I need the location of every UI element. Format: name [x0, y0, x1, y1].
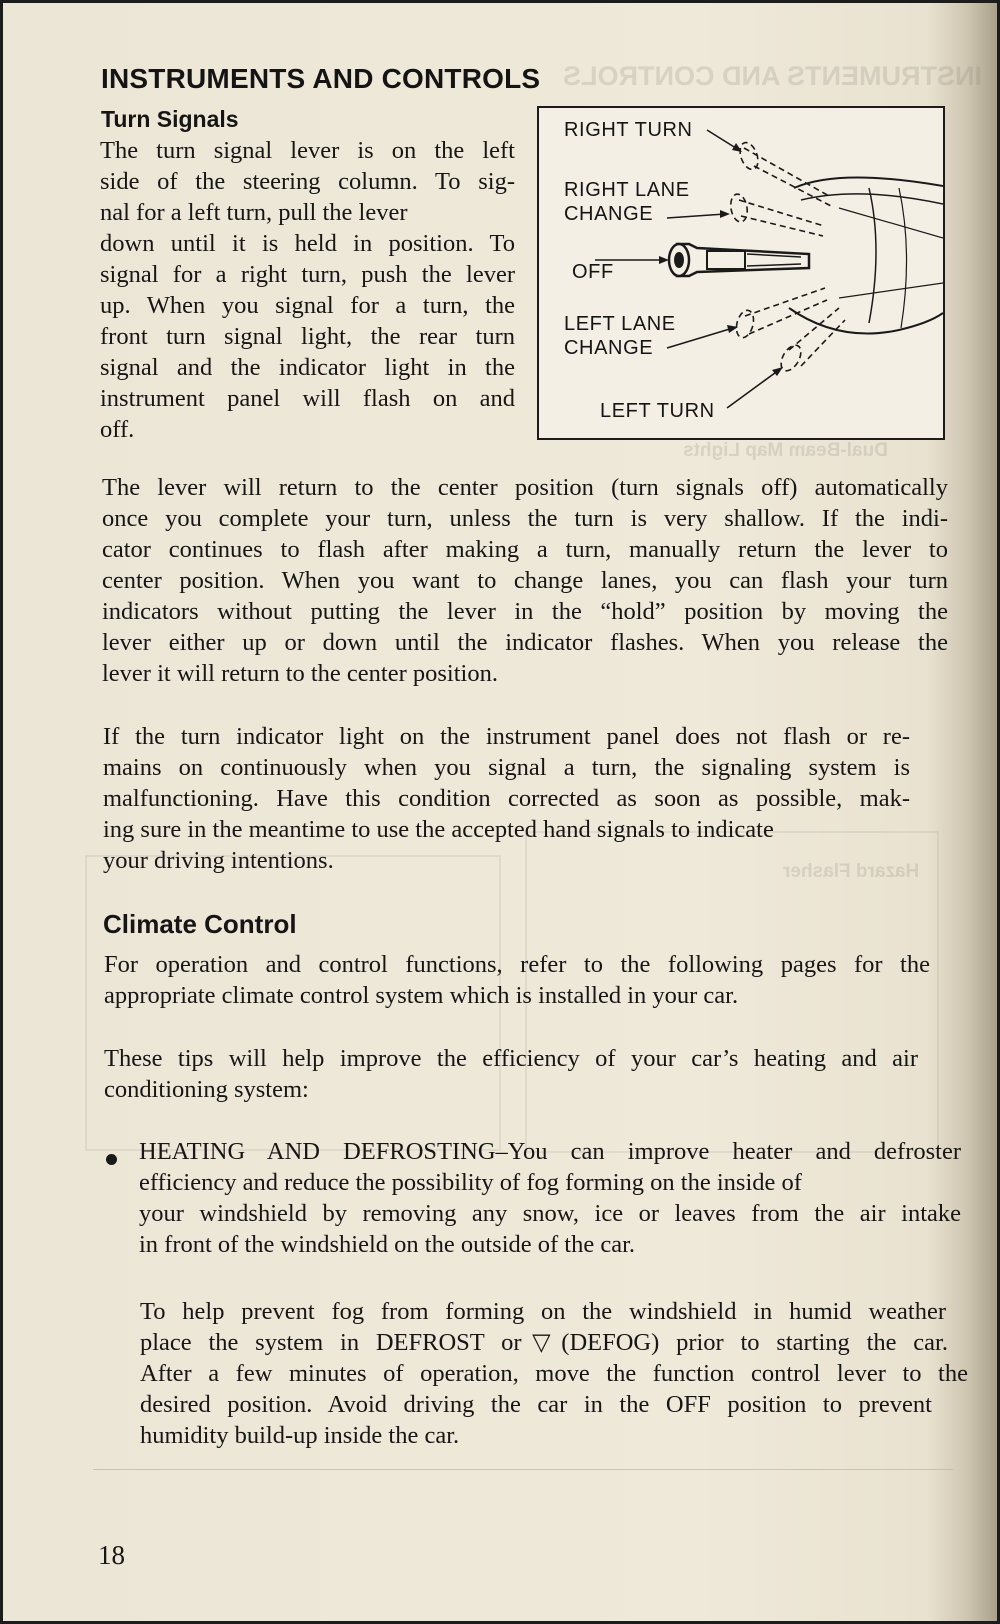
- text-line: signal for a right turn, push the lever: [100, 261, 515, 288]
- text-line: signal and the indicator light in the: [100, 354, 515, 381]
- text-line: in front of the windshield on the outside of the car.: [139, 1231, 636, 1258]
- text-line: These tips will help improve the efficiency of your car’s heating and air: [104, 1045, 918, 1072]
- text-line: [140, 1327, 948, 1358]
- label-left-turn: LEFT TURN: [600, 400, 715, 422]
- page-number: 18: [98, 1540, 125, 1570]
- heating-defrosting-tip: [139, 1136, 961, 1260]
- text-line: humidity build-up inside the car.: [140, 1422, 460, 1449]
- text-line: lever it will return to the center position.: [102, 660, 498, 687]
- text-line: nal for a left turn, pull the lever: [100, 199, 408, 226]
- turn-signals-malfunction-paragraph: [103, 721, 910, 876]
- text-fragment: place the system in DEFROST or: [140, 1329, 522, 1356]
- text-line: lever either up or down until the indicator flashes. When you release the: [102, 629, 948, 656]
- text-line: desired position. Avoid driving the car in the OFF position to prevent: [140, 1391, 932, 1418]
- footer-divider: [93, 1469, 953, 1470]
- label-left-lane-change-2: CHANGE: [564, 337, 654, 359]
- text-line: indicators without putting the lever in the “hold” position by moving the: [102, 598, 948, 625]
- turn-signals-return-paragraph: [102, 472, 948, 689]
- climate-control-title: Climate Control: [103, 909, 297, 939]
- turn-signal-lever-diagram: [537, 106, 945, 440]
- bleed-through-subhead: Hazard Flasher: [783, 861, 920, 882]
- bleed-through-heading: INSTRUMENTS AND CONTROLS: [563, 61, 982, 91]
- text-fragment: (DEFOG) prior to starting the car.: [561, 1329, 948, 1356]
- text-line: malfunctioning. Have this condition corrected as soon as possible, mak-: [103, 785, 910, 812]
- text-line: efficiency and reduce the possibility of fog forming on the inside of: [139, 1169, 802, 1196]
- defog-triangle-icon: ▽: [521, 1328, 562, 1356]
- text-line: your driving intentions.: [103, 847, 334, 874]
- defog-tip: [140, 1296, 968, 1451]
- text-line: front turn signal light, the rear turn: [100, 323, 515, 350]
- text-line: appropriate climate control system which is installed in your car.: [104, 982, 739, 1009]
- text-line: conditioning system:: [104, 1076, 309, 1103]
- text-line: center position. When you want to change lanes, you can flash your turn: [102, 567, 948, 594]
- text-line: For operation and control functions, refer to the following pages for the: [104, 951, 930, 978]
- text-line: up. When you signal for a turn, the: [100, 292, 515, 319]
- text-line: The turn signal lever is on the left: [100, 137, 515, 164]
- text-line: The lever will return to the center position (turn signals off) automatically: [102, 474, 948, 501]
- text-line: side of the steering column. To sig-: [100, 168, 515, 195]
- text-line: off.: [100, 416, 135, 443]
- text-line: cator continues to flash after making a turn, manually return the lever to: [102, 536, 948, 563]
- text-line: ing sure in the meantime to use the accepted hand signals to indicate: [103, 816, 774, 843]
- text-line: HEATING AND DEFROSTING–You can improve heater and defroster: [139, 1138, 961, 1165]
- text-line: down until it is held in position. To: [100, 230, 515, 257]
- turn-signals-intro: [100, 135, 515, 445]
- bleed-through-subhead: Dual-Beam Map Lights: [683, 440, 888, 461]
- label-left-lane-change: LEFT LANE: [564, 313, 676, 335]
- climate-control-tips-intro: [104, 1043, 918, 1105]
- label-off: OFF: [572, 261, 614, 283]
- text-line: instrument panel will flash on and: [100, 385, 515, 412]
- text-line: mains on continuously when you signal a turn, the signaling system is: [103, 754, 910, 781]
- turn-signals-title: Turn Signals: [101, 106, 239, 132]
- label-right-turn: RIGHT TURN: [564, 119, 693, 141]
- text-line: To help prevent fog from forming on the windshield in humid weather: [140, 1298, 946, 1325]
- label-right-lane-change-2: CHANGE: [564, 203, 654, 225]
- bullet-point: [106, 1154, 117, 1165]
- page-heading: INSTRUMENTS AND CONTROLS: [101, 63, 541, 94]
- text-line: After a few minutes of operation, move the function control lever to the: [140, 1360, 968, 1387]
- text-line: once you complete your turn, unless the turn is very shallow. If the indi-: [102, 505, 948, 532]
- text-line: your windshield by removing any snow, ice or leaves from the air intake: [139, 1200, 961, 1227]
- text-line: If the turn indicator light on the instrument panel does not flash or re-: [103, 723, 910, 750]
- label-right-lane-change: RIGHT LANE: [564, 179, 690, 201]
- climate-control-intro: [104, 949, 930, 1011]
